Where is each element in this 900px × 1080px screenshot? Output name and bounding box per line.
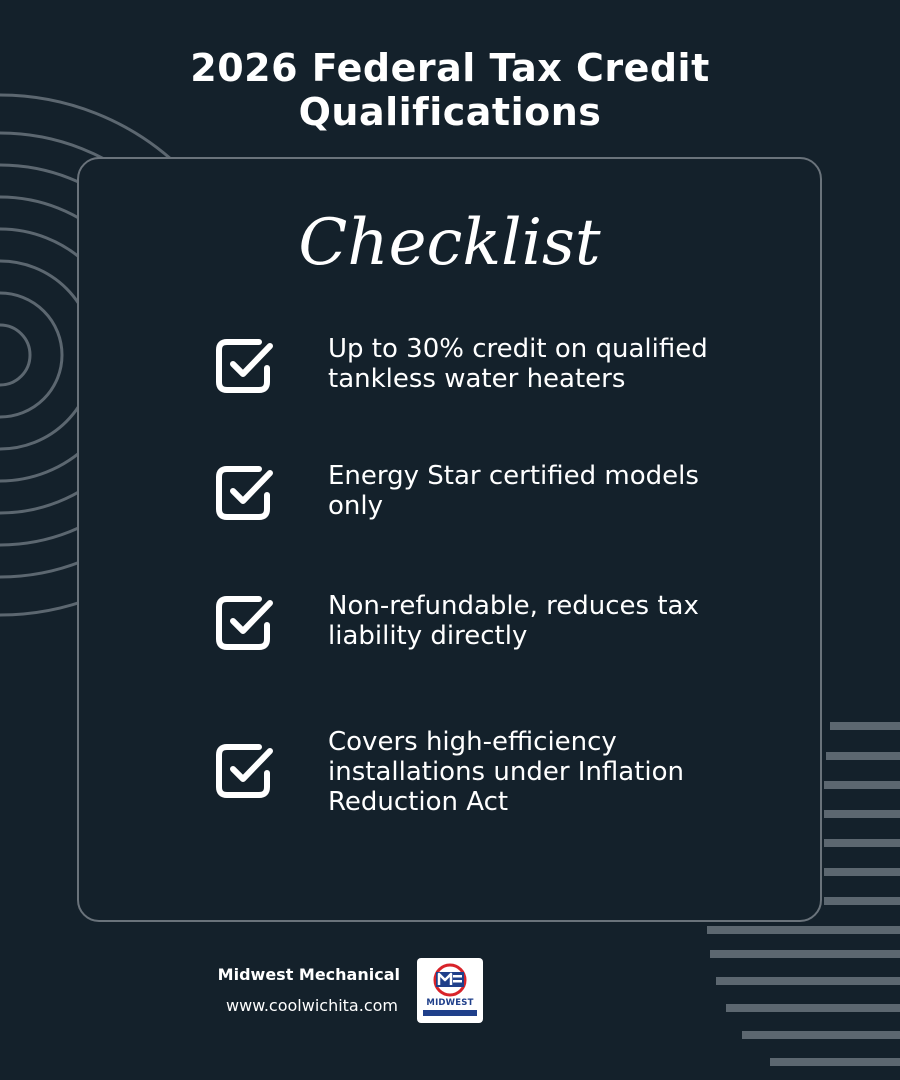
checklist-item-text-line: Non-refundable, reduces tax <box>328 591 699 621</box>
checkbox-checked-icon <box>215 461 275 521</box>
company-name: Midwest Mechanical <box>217 965 400 984</box>
checklist-item-text <box>328 591 768 651</box>
page-title-line-1: 2026 Federal Tax Credit <box>190 46 710 90</box>
checklist-item-text-line: tankless water heaters <box>328 364 626 394</box>
checklist-item-text-line: Up to 30% credit on qualified <box>328 334 708 364</box>
logo-emblem-icon <box>417 958 483 998</box>
website-link[interactable]: www.coolwichita.com <box>226 996 398 1015</box>
midwest-mechanical-logo <box>417 958 483 1023</box>
checklist-item-text <box>328 461 768 521</box>
checklist-card <box>77 157 822 922</box>
checkbox-checked-icon <box>215 334 275 394</box>
page-title <box>0 46 900 134</box>
checklist-item-text-line: Energy Star certified models <box>328 461 699 491</box>
checklist-item-text-line: liability directly <box>328 621 528 651</box>
checklist-item-text-line: Covers high-efficiency <box>328 727 617 757</box>
checklist-heading: Checklist <box>298 206 601 280</box>
logo-underbar <box>423 1010 477 1016</box>
checklist-item-text <box>328 334 768 394</box>
logo-wordmark: MIDWEST <box>426 998 474 1008</box>
page-title-line-2: Qualifications <box>298 90 602 134</box>
checkbox-checked-icon <box>215 739 275 799</box>
checklist-item-text-line: only <box>328 491 383 521</box>
checklist-item-text <box>328 727 768 817</box>
checklist-item-text-line: Reduction Act <box>328 787 509 817</box>
checklist-item-text-line: installations under Inflation <box>328 757 685 787</box>
checkbox-checked-icon <box>215 591 275 651</box>
